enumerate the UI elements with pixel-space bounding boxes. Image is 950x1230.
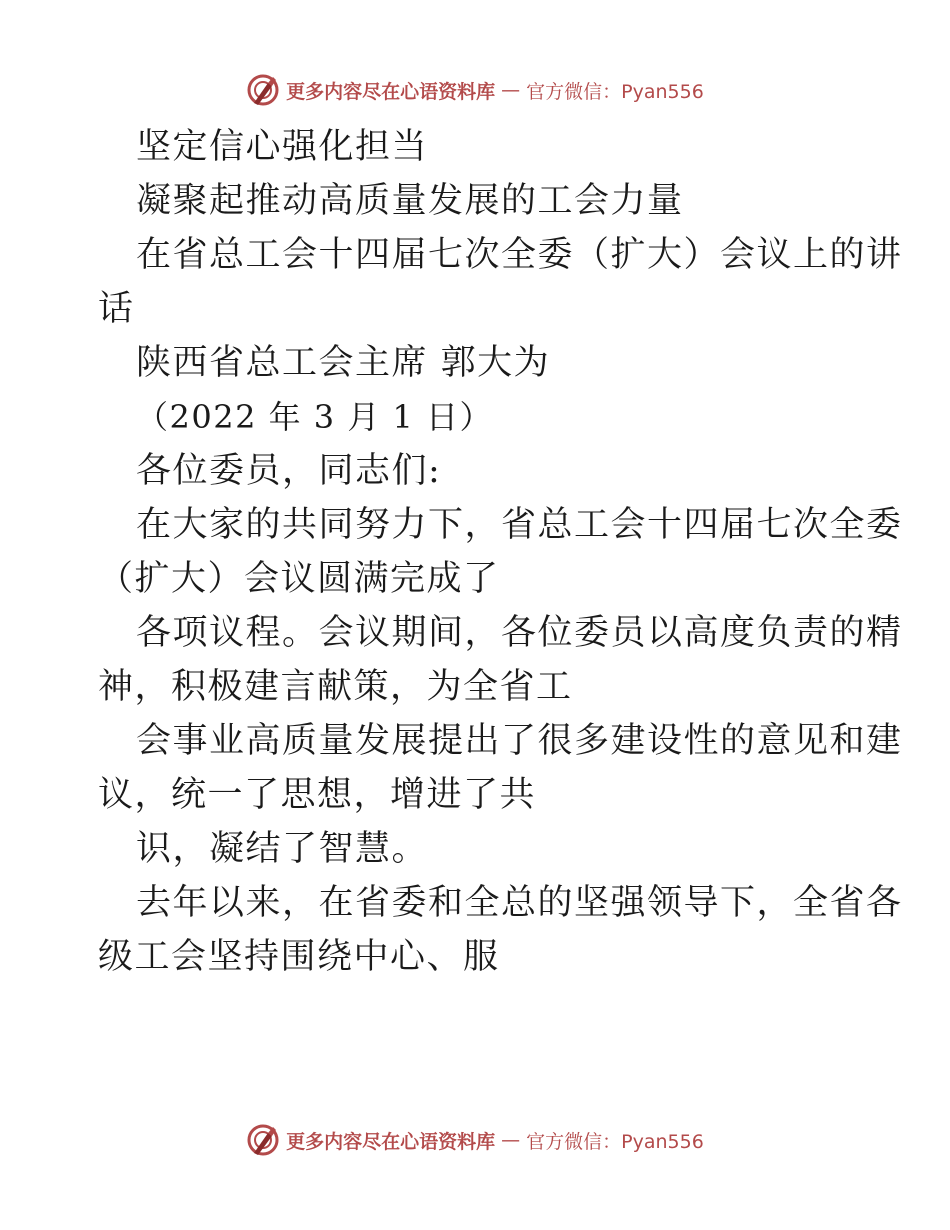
- header-watermark-banner: [0, 70, 950, 110]
- footer-watermark-banner: [0, 1120, 950, 1160]
- document-line: 神，积极建言献策，为全省工: [98, 667, 573, 707]
- document-line: 凝聚起推动高质量发展的工会力量: [136, 181, 684, 221]
- document-line: （扩大）会议圆满完成了: [98, 559, 500, 599]
- document-line: 级工会坚持围绕中心、服: [98, 937, 500, 977]
- watermark-wechat: 官方微信：Pyan556: [526, 80, 704, 103]
- document-line: 在省总工会十四届七次全委（扩大）会议上的讲: [136, 235, 903, 275]
- document-line: 坚定信心强化担当: [136, 127, 429, 167]
- watermark-text: 更多内容尽在心语资料库: [286, 1130, 496, 1153]
- document-line: （2022 年 3 月 1 日）: [136, 398, 494, 436]
- document-body: [98, 120, 903, 984]
- watermark-wechat: 官方微信：Pyan556: [526, 1130, 704, 1153]
- document-line: 陕西省总工会主席 郭大为: [136, 343, 551, 383]
- watermark-text: 更多内容尽在心语资料库: [286, 80, 496, 103]
- watermark-group: [246, 73, 704, 107]
- document-line: 话: [98, 289, 135, 329]
- document-line: 识，凝结了智慧。: [136, 829, 429, 869]
- document-line: 会事业高质量发展提出了很多建设性的意见和建: [136, 721, 903, 761]
- document-line: 各位委员，同志们:: [136, 451, 442, 491]
- document-line: 在大家的共同努力下，省总工会十四届七次全委: [136, 505, 903, 545]
- document-line: 议，统一了思想，增进了共: [98, 775, 537, 815]
- document-line: 去年以来，在省委和全总的坚强领导下，全省各: [136, 883, 903, 923]
- pen-logo-icon: [246, 1123, 280, 1157]
- watermark-separator: —: [501, 1129, 521, 1151]
- watermark-group: [246, 1123, 704, 1157]
- watermark-separator: —: [501, 79, 521, 101]
- pen-logo-icon: [246, 73, 280, 107]
- document-line: 各项议程。会议期间，各位委员以高度负责的精: [136, 613, 903, 653]
